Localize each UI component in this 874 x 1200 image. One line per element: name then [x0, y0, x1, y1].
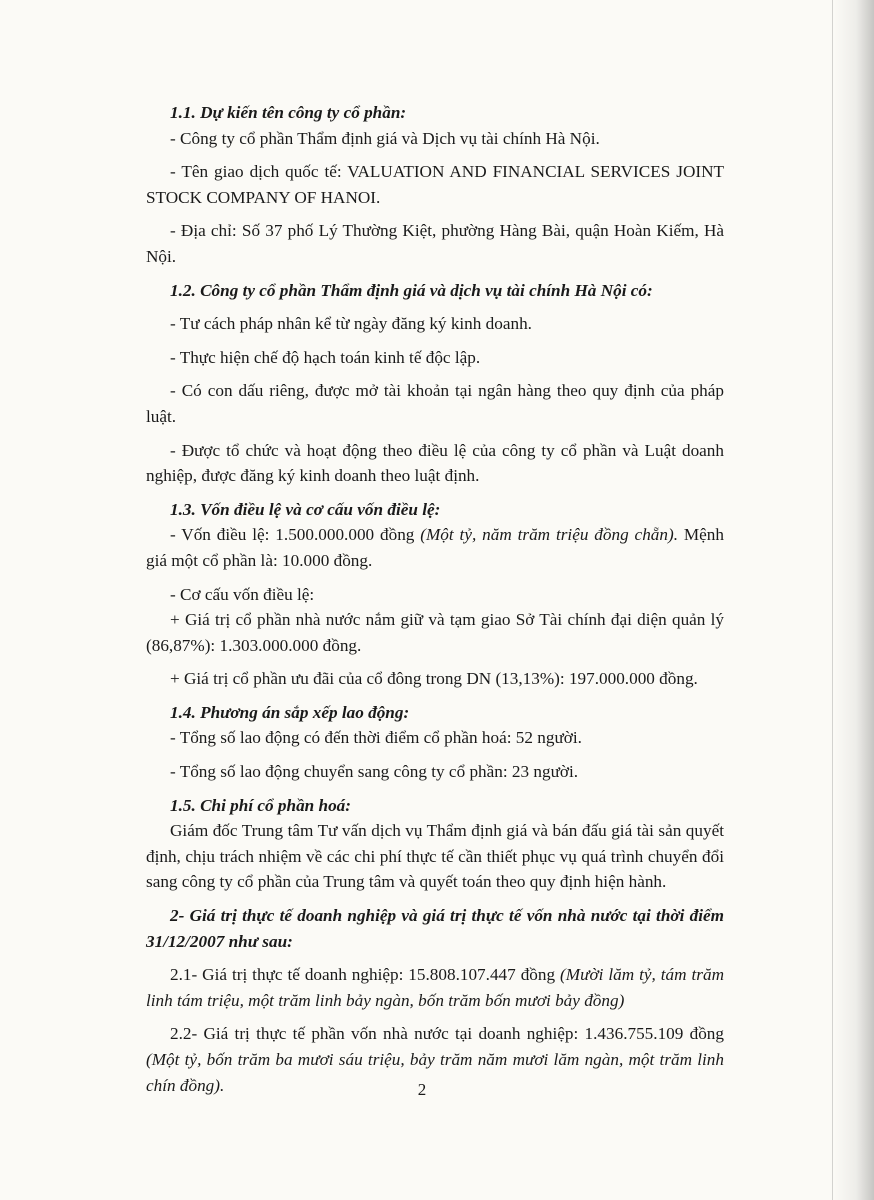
section-2-1-enterprise-value — [146, 962, 724, 1013]
page-edge-line — [832, 0, 833, 1200]
section-1-1-address: - Địa chỉ: Số 37 phố Lý Thường Kiệt, phường Hàng Bài, quận Hoàn Kiếm, Hà Nội. — [146, 221, 724, 266]
section-1-5-heading: 1.5. Chi phí cổ phần hoá: — [170, 795, 351, 815]
section-2-heading: 2- Giá trị thực tế doanh nghiệp và giá trị thực tế vốn nhà nước tại thời điểm 31/12/2007 như sau: — [146, 906, 724, 951]
section-1-5-body: Giám đốc Trung tâm Tư vấn dịch vụ Thẩm định giá và bán đấu giá tài sản quyết định, chịu trách nhiệm về các chi phí thực tế cần thiết phục vụ quá trình chuyển đổi sang công ty cổ phần của Trung tâm và quyết toán theo quy định hiện hành. — [146, 821, 724, 892]
state-capital-text: 2.2- Giá trị thực tế phần vốn nhà nước tại doanh nghiệp: 1.436.755.109 đồng — [170, 1024, 724, 1044]
section-1-3-heading: 1.3. Vốn điều lệ và cơ cấu vốn điều lệ: — [170, 499, 441, 519]
par-value-text: Mệnh giá một cổ phần là: 10.000 đồng. — [146, 525, 724, 570]
section-1-3-structure-label: - Cơ cấu vốn điều lệ: — [170, 584, 315, 604]
section-1-4-total-workers: - Tổng số lao động có đến thời điểm cổ phần hoá: 52 người. — [170, 728, 582, 748]
section-1-1-company-name: - Công ty cổ phần Thẩm định giá và Dịch vụ tài chính Hà Nội. — [170, 128, 600, 148]
enterprise-value-text: 2.1- Giá trị thực tế doanh nghiệp: 15.808.107.447 đồng — [170, 965, 561, 985]
section-1-2-item-1: - Tư cách pháp nhân kể từ ngày đăng ký kinh doanh. — [170, 314, 532, 334]
page-number-value: 2 — [417, 1080, 427, 1099]
section-1-1-heading: 1.1. Dự kiến tên công ty cổ phần: — [170, 103, 407, 122]
section-1-4-transferred-workers: - Tổng số lao động chuyển sang công ty cổ phần: 23 người. — [170, 762, 579, 782]
section-1-3-preferred-shares: + Giá trị cổ phần ưu đãi của cổ đông trong DN (13,13%): 197.000.000 đồng. — [170, 669, 698, 689]
section-1-2-item-2: - Thực hiện chế độ hạch toán kinh tế độc lập. — [170, 347, 481, 367]
section-1-2-heading: 1.2. Công ty cổ phần Thẩm định giá và dịch vụ tài chính Hà Nội có: — [170, 280, 653, 300]
page-edge-shadow — [834, 0, 874, 1200]
enterprise-value-words: (Mười lăm tỷ, tám trăm linh tám triệu, một trăm linh bảy ngàn, bốn trăm bốn mươi bảy đồng) — [146, 965, 724, 1010]
charter-capital-text: - Vốn điều lệ: 1.500.000.000 đồng — [170, 525, 421, 545]
page-number — [0, 1080, 874, 1100]
section-1-2-item-4: - Được tổ chức và hoạt động theo điều lệ của công ty cổ phần và Luật doanh nghiệp, được đăng ký kinh doanh theo luật định. — [146, 440, 724, 486]
section-1-3-charter-capital — [146, 522, 724, 573]
state-capital-words: (Một tỷ, bốn trăm ba mươi sáu triệu, bảy trăm năm mươi lăm ngàn, một trăm linh chín đồng). — [146, 1050, 724, 1095]
section-1-3-state-shares: + Giá trị cổ phần nhà nước nắm giữ và tạm giao Sở Tài chính đại diện quản lý (86,87%): 1.303.000.000 đồng. — [146, 610, 724, 655]
section-1-2-item-3: - Có con dấu riêng, được mở tài khoản tại ngân hàng theo quy định của pháp luật. — [146, 381, 724, 426]
section-1-1-intl-name: - Tên giao dịch quốc tế: VALUATION AND FINANCIAL SERVICES JOINT STOCK COMPANY OF HANOI. — [146, 162, 724, 207]
document-body — [146, 100, 724, 1098]
section-1-4-heading: 1.4. Phương án sắp xếp lao động: — [170, 702, 410, 722]
charter-capital-words: (Một tỷ, năm trăm triệu đồng chẵn). — [420, 525, 678, 545]
